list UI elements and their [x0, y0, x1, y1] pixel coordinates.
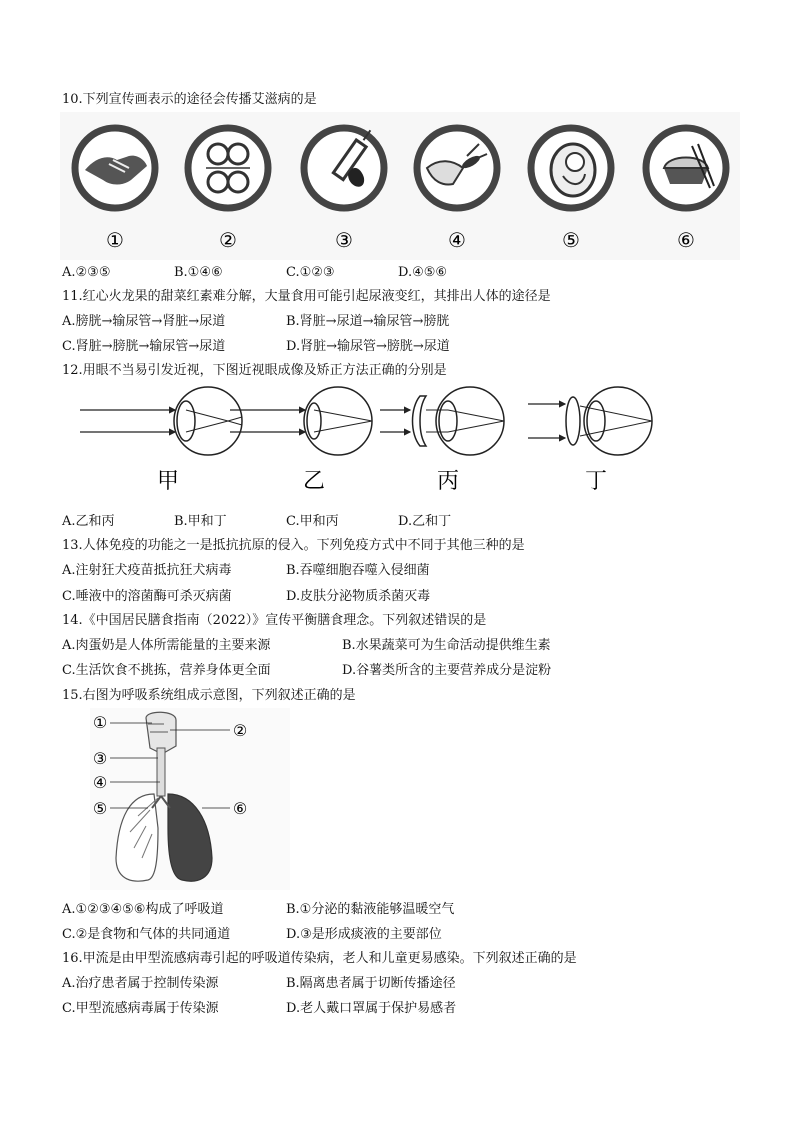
q12-option-c[interactable]: C.甲和丙 [286, 514, 339, 529]
q14-option-c[interactable]: C.生活饮食不挑拣，营养身体更全面 [62, 663, 271, 678]
q15-option-b[interactable]: B.①分泌的黏液能够温暖空气 [286, 902, 455, 917]
q15-stem: 15.右图为呼吸系统组成示意图，下列叙述正确的是 [62, 688, 356, 703]
q16-option-a[interactable]: A.治疗患者属于控制传染源 [62, 976, 219, 991]
eye-diagram-ding [528, 387, 652, 455]
q12-option-a[interactable]: A.乙和丙 [62, 514, 115, 529]
q15-label-4: ④ [92, 773, 108, 792]
q16-option-b[interactable]: B.隔离患者属于切断传播途径 [286, 976, 456, 991]
q10-num: ⑥ [677, 228, 695, 252]
q10-option-c[interactable]: C.①②③ [286, 265, 335, 280]
q15-option-a[interactable]: A.①②③④⑤⑥构成了呼吸道 [62, 902, 224, 917]
q15-respiratory-figure [90, 708, 290, 890]
shared-cutlery-icon [188, 128, 268, 208]
mosquito-bite-icon [417, 128, 497, 208]
q13-option-b[interactable]: B.吞噬细胞吞噬入侵细菌 [286, 563, 430, 578]
q16-option-c[interactable]: C.甲型流感病毒属于传染源 [62, 1001, 219, 1016]
q11-option-c[interactable]: C.肾脏→膀胱→输尿管→尿道 [62, 339, 226, 354]
mother-infant-icon [531, 128, 611, 208]
q15-label-3: ③ [92, 749, 108, 768]
q15-label-1: ① [92, 713, 108, 732]
q13-option-d[interactable]: D.皮肤分泌物质杀菌灭毒 [286, 589, 431, 604]
q14-stem: 14.《中国居民膳食指南（2022）》宣传平衡膳食理念。下列叙述错误的是 [62, 613, 487, 628]
q15-label-5: ⑤ [92, 799, 108, 818]
q12-figure [80, 384, 680, 496]
q15-option-d[interactable]: D.③是形成痰液的主要部位 [286, 927, 442, 942]
syringe-blood-icon [304, 128, 384, 208]
q15-label-2: ② [232, 721, 248, 740]
q12-label-jia: 甲 [156, 469, 180, 494]
q13-stem: 13.人体免疫的功能之一是抵抗抗原的侵入。下列免疫方式中不同于其他三种的是 [62, 538, 525, 553]
q10-stem: 10.下列宣传画表示的途径会传播艾滋病的是 [62, 92, 317, 107]
q10-option-d[interactable]: D.④⑤⑥ [398, 265, 448, 280]
q15-label-6: ⑥ [232, 799, 248, 818]
q16-option-d[interactable]: D.老人戴口罩属于保护易感者 [286, 1001, 457, 1016]
q10-num: ⑤ [562, 228, 580, 252]
q11-option-a[interactable]: A.膀胱→输尿管→肾脏→尿道 [62, 314, 226, 329]
q14-option-b[interactable]: B.水果蔬菜可为生命活动提供维生素 [342, 638, 551, 653]
eye-diagram-jia [80, 387, 242, 455]
q11-stem: 11.红心火龙果的甜菜红素难分解，大量食用可能引起尿液变红，其排出人体的途径是 [62, 289, 551, 304]
q12-label-yi: 乙 [302, 469, 326, 494]
q11-option-d[interactable]: D.肾脏→输尿管→膀胱→尿道 [286, 339, 450, 354]
q12-label-ding: 丁 [584, 469, 608, 494]
handshake-icon [75, 128, 155, 208]
q10-num: ② [219, 228, 237, 252]
q13-option-c[interactable]: C.唾液中的溶菌酶可杀灭病菌 [62, 589, 232, 604]
rice-bowl-chopsticks-icon [646, 128, 726, 208]
q15-option-c[interactable]: C.②是食物和气体的共同通道 [62, 927, 231, 942]
q16-stem: 16.甲流是由甲型流感病毒引起的呼吸道传染病，老人和儿童更易感染。下列叙述正确的是 [62, 951, 577, 966]
q10-figure [60, 112, 740, 260]
q14-option-d[interactable]: D.谷薯类所含的主要营养成分是淀粉 [342, 663, 552, 678]
q11-option-b[interactable]: B.肾脏→尿道→输尿管→膀胱 [286, 314, 450, 329]
q10-option-b[interactable]: B.①④⑥ [174, 265, 223, 280]
q14-option-a[interactable]: A.肉蛋奶是人体所需能量的主要来源 [62, 638, 271, 653]
q10-num: ③ [335, 228, 353, 252]
q13-option-a[interactable]: A.注射狂犬疫苗抵抗狂犬病毒 [62, 563, 232, 578]
q10-option-a[interactable]: A.②③⑤ [62, 265, 111, 280]
q10-num: ① [106, 228, 124, 252]
q12-option-d[interactable]: D.乙和丁 [398, 514, 452, 529]
eye-diagram-bing [380, 387, 504, 455]
q12-label-bing: 丙 [436, 469, 460, 494]
q12-stem: 12.用眼不当易引发近视，下图近视眼成像及矫正方法正确的分别是 [62, 363, 447, 378]
q10-num: ④ [448, 228, 466, 252]
q12-option-b[interactable]: B.甲和丁 [174, 514, 227, 529]
eye-diagram-yi [230, 387, 372, 455]
